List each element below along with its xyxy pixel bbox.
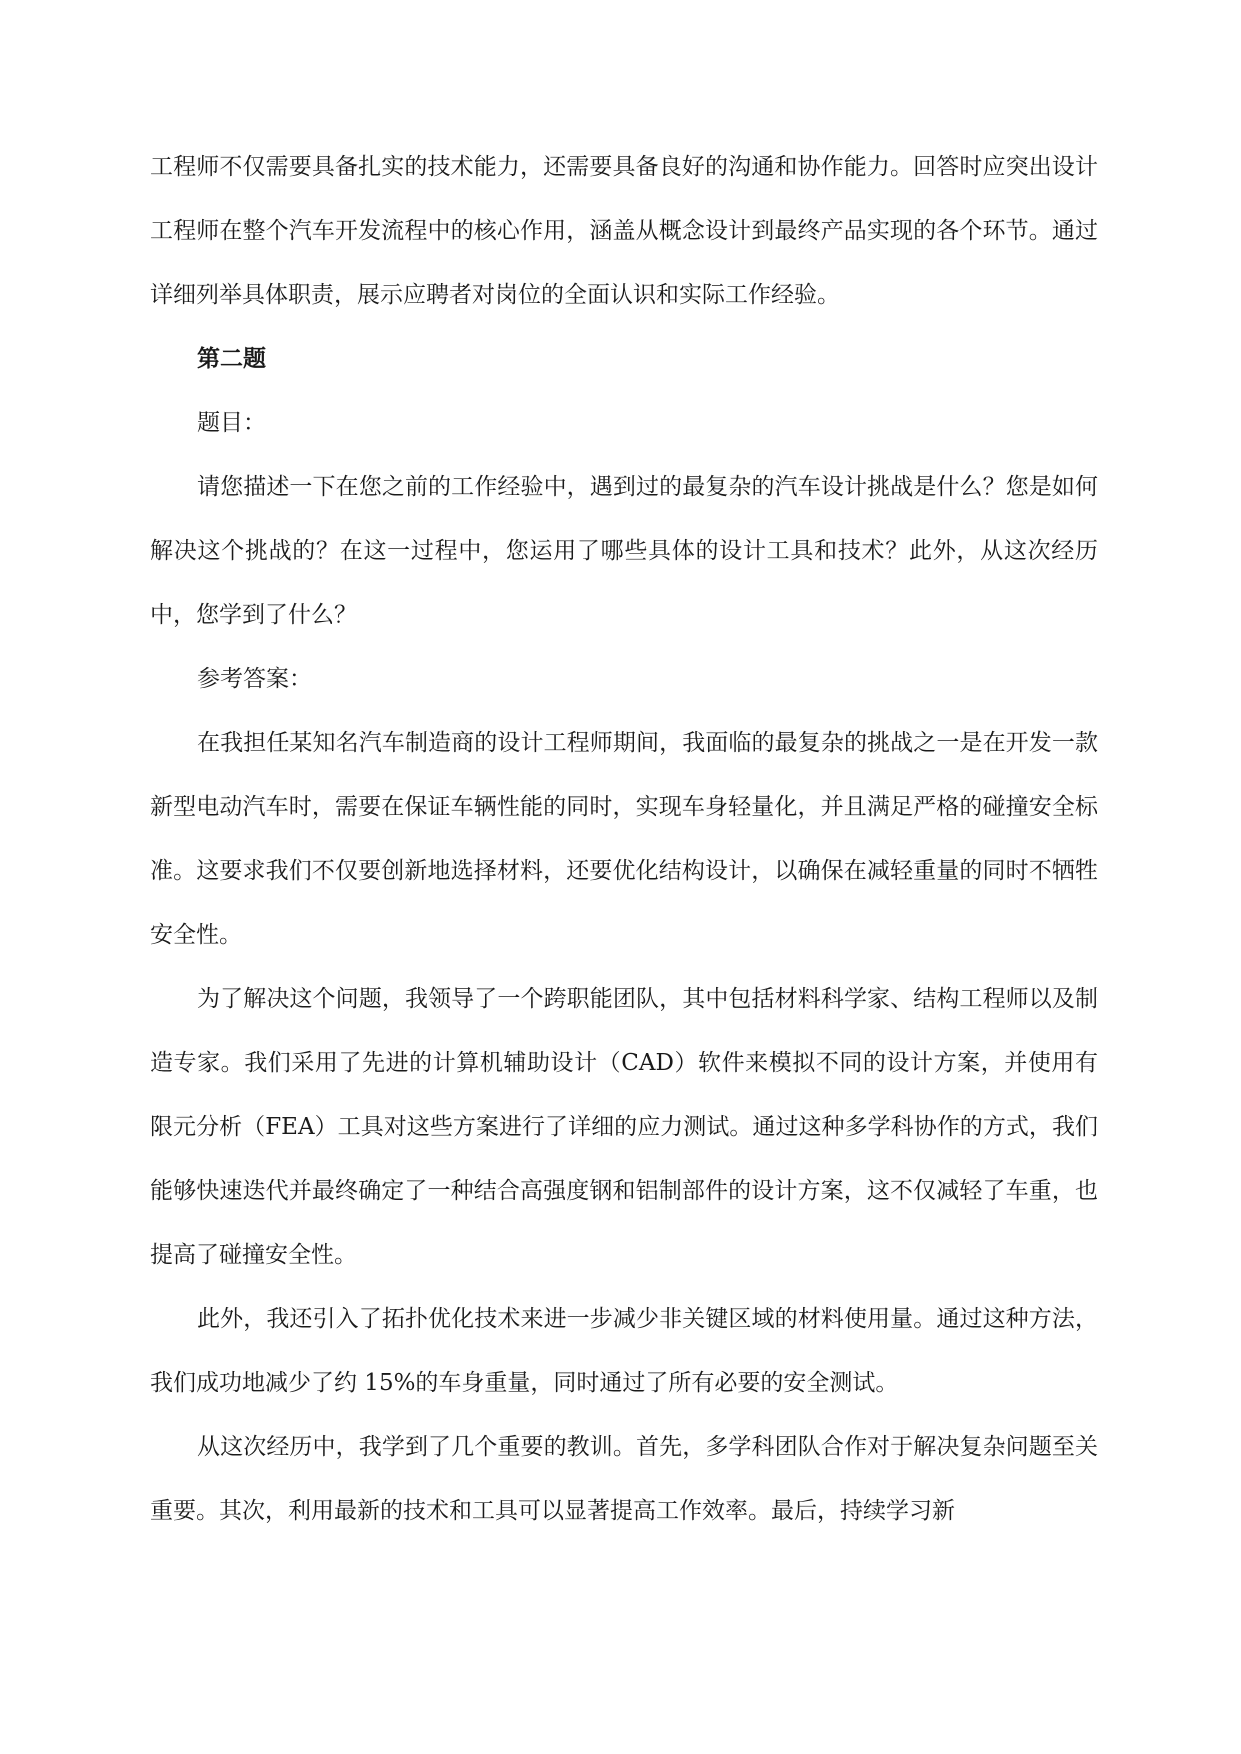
document-body bbox=[150, 135, 1098, 1543]
question-text: 请您描述一下在您之前的工作经验中，遇到过的最复杂的汽车设计挑战是什么？您是如何解决这个挑战的？在这一过程中，您运用了哪些具体的设计工具和技术？此外，从这次经历中，您学到了什么？ bbox=[150, 474, 1098, 628]
answer-paragraph-2: 为了解决这个问题，我领导了一个跨职能团队，其中包括材料科学家、结构工程师以及制造专家。我们采用了先进的计算机辅助设计（CAD）软件来模拟不同的设计方案，并使用有限元分析（FEA）工具对这些方案进行了详细的应力测试。通过这种多学科协作的方式，我们能够快速迭代并最终确定了一种结合高强度钢和铝制部件的设计方案，这不仅减轻了车重，也提高了碰撞安全性。 bbox=[150, 986, 1098, 1268]
question-label: 题目： bbox=[197, 410, 266, 436]
answer-paragraph-4: 从这次经历中，我学到了几个重要的教训。首先，多学科团队合作对于解决复杂问题至关重要。其次，利用最新的技术和工具可以显著提高工作效率。最后，持续学习新 bbox=[150, 1434, 1098, 1524]
section-heading: 第二题 bbox=[197, 345, 266, 372]
paragraph-continuation: 工程师不仅需要具备扎实的技术能力，还需要具备良好的沟通和协作能力。回答时应突出设计工程师在整个汽车开发流程中的核心作用，涵盖从概念设计到最终产品实现的各个环节。通过详细列举具体职责，展示应聘者对岗位的全面认识和实际工作经验。 bbox=[150, 154, 1098, 308]
answer-paragraph-1: 在我担任某知名汽车制造商的设计工程师期间，我面临的最复杂的挑战之一是在开发一款新型电动汽车时，需要在保证车辆性能的同时，实现车身轻量化，并且满足严格的碰撞安全标准。这要求我们不仅要创新地选择材料，还要优化结构设计，以确保在减轻重量的同时不牺牲安全性。 bbox=[150, 730, 1098, 948]
answer-label: 参考答案： bbox=[197, 666, 312, 692]
answer-paragraph-3: 此外，我还引入了拓扑优化技术来进一步减少非关键区域的材料使用量。通过这种方法，我们成功地减少了约 15%的车身重量，同时通过了所有必要的安全测试。 bbox=[150, 1306, 1098, 1396]
